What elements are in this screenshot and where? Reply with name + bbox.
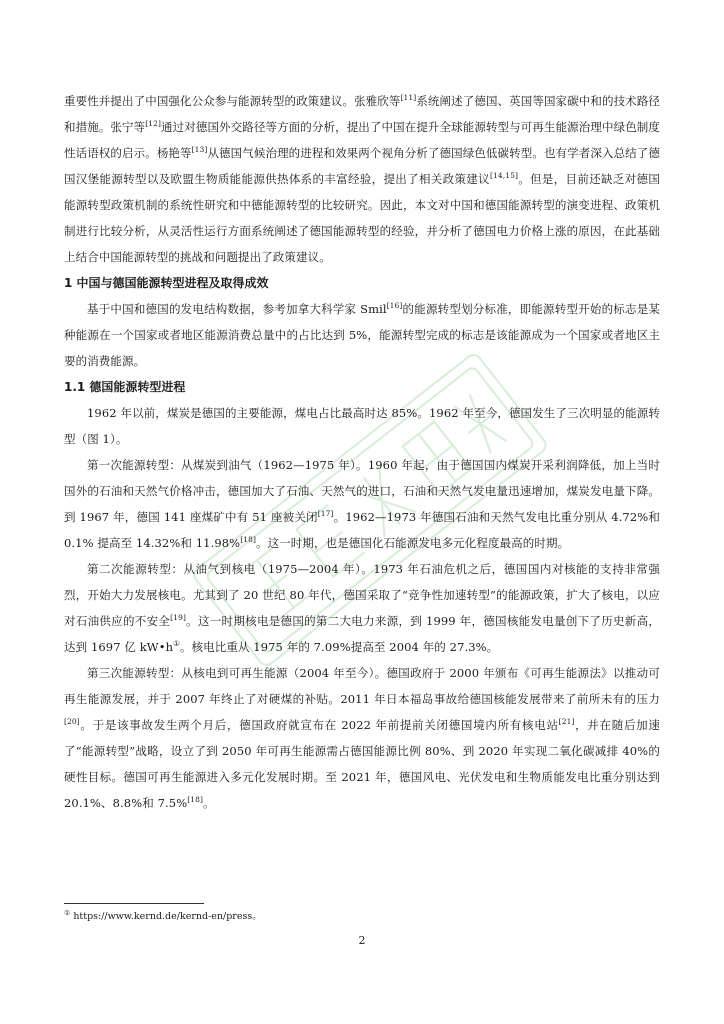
paragraph-third-transition — [64, 660, 660, 816]
citation-ref: [11] — [400, 93, 417, 103]
section-heading-1: 1 中国与德国能源转型进程及取得成效 — [64, 276, 269, 290]
paragraph-intro-continued — [64, 88, 660, 270]
text-run: 。这一时期核电是德国的第二大电力来源，到 1999 年，德国核能发电量创下了历史新高，达到 1697 亿 kW•h — [64, 614, 660, 654]
paragraph-first-transition — [64, 452, 660, 556]
text-run: 通过对德国外交路径等方面的分析，提出了中国在提升全球能源转型与可再生能源治理中绿色制度性话语权的启示。杨艳等 — [64, 120, 661, 160]
text-run: 。于是该事故发生两个月后，德国政府就宣布在 2022 年前提前关闭德国境内所有核电站 — [79, 718, 559, 732]
citation-ref: [18] — [187, 795, 204, 805]
citation-ref: [18] — [240, 535, 256, 545]
citation-ref: [19] — [170, 613, 186, 623]
text-run: 。但是，目前还缺乏对德国能源转型政策机制的系统性研究和中德能源转型的比较研究。因此，本文对中国和德国能源转型的演变进程、政策机制进行比较分析，从灵活性运行方面系统阐述了德国能源转型的经验，并分析了德国电力价格上涨的原因，在此基础上结合中国能源转型的挑战和问题提出了政策建议。 — [64, 172, 660, 264]
article-body — [64, 88, 660, 816]
citation-ref: [16] — [386, 301, 403, 311]
text-run: 从德国气候治理的进程和效果两个视角分析了德国绿色低碳转型。也有学者深入总结了德国汉堡能源转型以及欧盟生物质能能源供热体系的丰富经验，提出了相关政策建议 — [64, 146, 660, 186]
citation-ref: [13] — [191, 145, 208, 155]
text-run: 。核电比重从 1975 年的 7.09%提高至 2004 年的 27.3%。 — [179, 640, 499, 654]
footnote-link-text[interactable]: https://www.kernd.de/kernd-en/press。 — [73, 911, 262, 922]
footnote — [64, 910, 262, 924]
text-run: 1962 年以前，煤炭是德国的主要能源，煤电占比最高时达 85%。1962 年至今，德国发生了三次明显的能源转型（图 1）。 — [64, 406, 660, 446]
text-run: 的能源转型划分标准，即能源转型开始的标志是某种能源在一个国家或者地区能源消费总量中的占比达到 5%，能源转型完成的标志是该能源成为一个国家或者地区主要的消费能源。 — [64, 302, 660, 368]
text-run: 基于中国和德国的发电结构数据，参考加拿大科学家 Smil — [87, 302, 387, 316]
footnote-divider — [64, 903, 204, 904]
text-run: 。这一时期，也是德国化石能源发电多元化程度最高的时期。 — [255, 536, 570, 550]
text-run: ，并在随后加速了“能源转型”战略，设立了到 2050 年可再生能源需占德国能源比例 80%、到 2020 年实现二氧化碳减排 40%的硬性目标。德国可再生能源进入多元化发展时期。至 2021 年，德国风电、光伏发电和生物质能发电比重分别达到 20.1%、8.8%和 7.5% — [64, 718, 660, 810]
text-run: 第三次能源转型：从核电到可再生能源（2004 年至今）。德国政府于 2000 年颁布《可再生能源法》以推动可再生能源发展，并于 2007 年终止了对硬煤的补贴。2011 年日本福岛事故给德国核能发展带来了前所未有的压力 — [64, 666, 660, 706]
text-run: 第一次能源转型：从煤炭到油气（1962—1975 年）。1960 年起，由于德国国内煤炭开采利润降低，加上当时国外的石油和天然气价格冲击，德国加大了石油、天然气的进口，石油和天然气发电量迅速增加，煤炭发电量下降。到 1967 年，德国 141 座煤矿中有 51 座被关闭 — [64, 458, 660, 524]
citation-ref: [20] — [64, 717, 80, 727]
citation-ref: [12] — [145, 119, 162, 129]
text-run: 。1962—1973 年德国石油和天然气发电比重分别从 4.72%和 0.1% 提高至 14.32%和 11.98% — [64, 510, 660, 550]
text-run: 第二次能源转型：从油气到核电（1975—2004 年）。1973 年石油危机之后，德国国内对核能的支持非常强烈，开始大力发展核电。尤其到了 20 世纪 80 年代，德国采取了“竞争性加速转型”的能源政策，扩大了核电，以应对石油供应的不安全 — [64, 562, 660, 628]
citation-ref: [14,15] — [489, 171, 518, 181]
citation-ref: ① — [173, 639, 180, 649]
subsection-heading-1-1: 1.1 德国能源转型进程 — [64, 380, 186, 394]
paragraph-section-1 — [64, 296, 660, 374]
paragraph-second-transition — [64, 556, 660, 660]
text-run: 重要性并提出了中国强化公众参与能源转型的政策建议。张雅欣等 — [64, 94, 401, 108]
text-run: 系统阐述了德国、英国等国家碳中和的技术路径和措施。张宁等 — [64, 94, 660, 134]
citation-ref: [21] — [558, 717, 575, 727]
text-run: 。 — [203, 796, 215, 810]
page-number: 2 — [358, 934, 366, 947]
paragraph-germany-overview — [64, 400, 660, 452]
footnote-marker: ① — [64, 908, 71, 917]
citation-ref: [17] — [317, 509, 334, 519]
